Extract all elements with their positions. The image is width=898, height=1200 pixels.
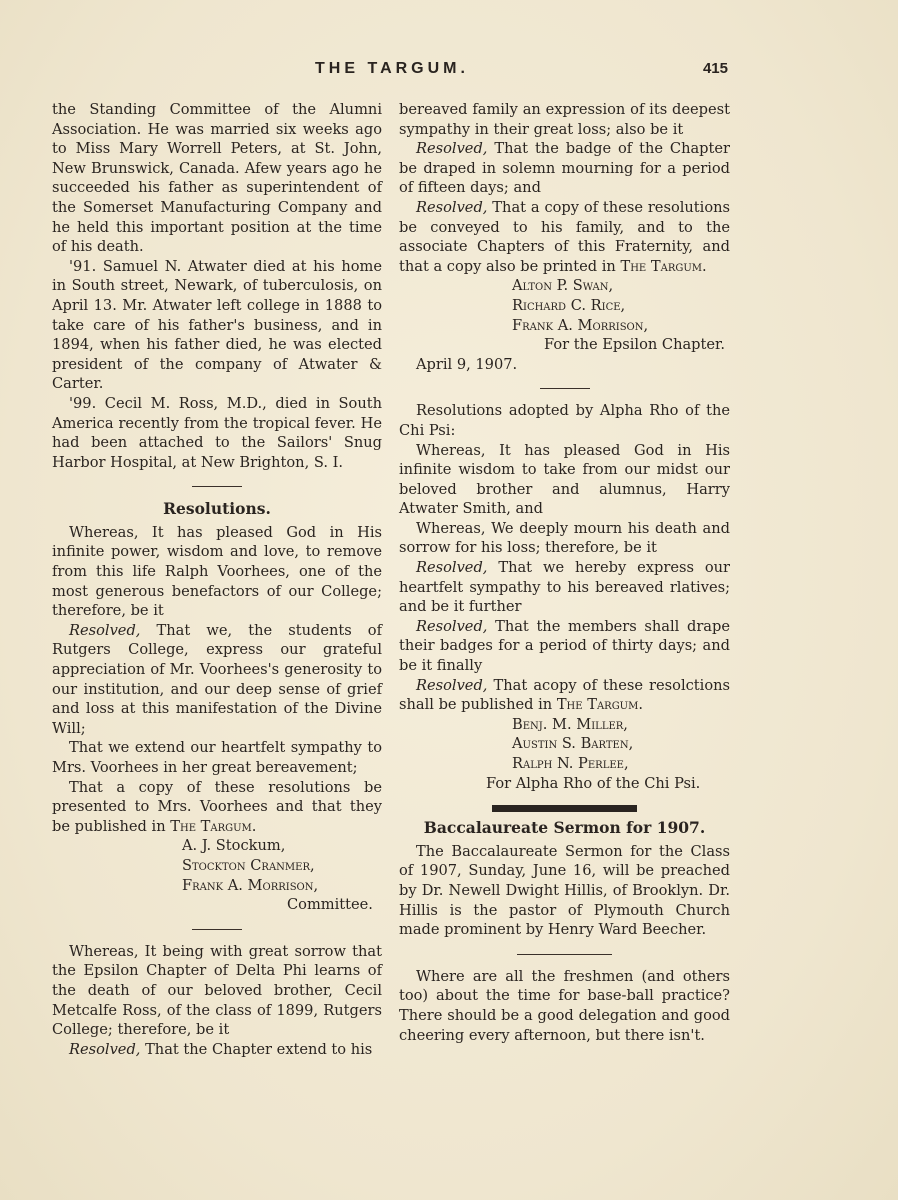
signature: Ralph N. Perlee, — [512, 755, 629, 772]
left-column — [52, 100, 382, 1059]
resolved-lead: Resolved, — [416, 140, 488, 158]
resolved-text: That a copy of these resolutions be conveyed to his family, and to the associate Chapters of this Fraternity, and that a copy also be printed in — [399, 198, 730, 275]
epsilon-continuation: bereaved family an expression of its deepest sympathy in their great loss; also be it — [399, 101, 730, 138]
alpha-rho-whereas: Whereas, It has pleased God in His infinite wisdom to take from our midst our beloved brother and alumnus, Harry Atwater Smith, and — [399, 441, 730, 518]
resolutions-heading: Resolutions. — [163, 499, 271, 519]
resolution-whereas: Whereas, It has pleased God in His infinite power, wisdom and love, to remove from this life Ralph Voorhees, one of the most generous benefactors of our College; therefore, be it — [52, 523, 382, 620]
freshmen-note: Where are all the freshmen (and others too) about the time for base-ball practice? There should be a good delegation and good cheering every afternoon, but there isn't. — [399, 967, 730, 1044]
obit-ross: '99. Cecil M. Ross, M.D., died in South America recently from the tropical fever. He had been attached to the Sailors' Snug Harbor Hospital, at New Brighton, S. I. — [52, 394, 382, 471]
signature: Frank A. Morrison, — [182, 876, 319, 894]
epsilon-whereas: Whereas, It being with great sorrow that the Epsilon Chapter of Delta Phi learns of the death of our beloved brother, Cecil Metcalfe Ross, of the class of 1899, Rutgers College; therefore, be it — [52, 942, 382, 1039]
publication-name: The Targum. — [170, 817, 257, 835]
baccalaureate-text: The Baccalaureate Sermon for the Class of 1907, Sunday, June 16, will be preached by Dr. Newell Dwight Hillis, of Brooklyn. Dr. Hillis is the pastor of Plymouth Church made prominent by Henry Ward Beecher. — [399, 842, 730, 939]
resolved-lead: Resolved, — [416, 559, 488, 577]
signature-committee: Committee. — [287, 896, 373, 914]
alpha-rho-resolved-publish — [399, 676, 730, 715]
resolved-lead: Resolved, — [416, 198, 488, 216]
heavy-rule — [492, 805, 637, 812]
baccalaureate-heading: Baccalaureate Sermon for 1907. — [423, 818, 706, 838]
resolved-text: That the badge of the Chapter be draped in solemn mourning for a period of fifteen days; and — [399, 140, 730, 197]
resolved-text: That the members shall drape their badges for a period of thirty days; and be it finally — [399, 617, 730, 675]
resolution-sympathy: That we extend our heartfelt sympathy to Mrs. Voorhees in her great bereavement; — [52, 739, 382, 776]
resolution-date: April 9, 1907. — [416, 355, 518, 373]
resolution-copy — [52, 778, 382, 837]
resolved-lead: Resolved, — [416, 676, 488, 694]
signature-alpha-rho: For Alpha Rho of the Chi Psi. — [486, 774, 701, 792]
alpha-rho-resolved-sympathy — [399, 558, 730, 617]
signature: Alton P. Swan, — [512, 277, 614, 295]
signature: Benj. M. Miller, — [512, 715, 628, 733]
signature: Stockton Cranmer, — [182, 856, 315, 874]
publication-name: The Targum. — [620, 257, 707, 275]
page-number: 415 — [702, 60, 728, 77]
right-column — [399, 100, 730, 1045]
signature: A. J. Stockum, — [182, 837, 286, 855]
running-head: THE TARGUM. — [315, 60, 469, 77]
section-rule — [192, 486, 242, 487]
resolved-text: That we hereby express our heartfelt sympathy to his bereaved rlatives; and be it further — [399, 559, 730, 616]
section-rule — [517, 954, 612, 955]
resolved-lead: Resolved, — [69, 1040, 141, 1058]
obit-continuation: the Standing Committee of the Alumni Association. He was married six weeks ago to Miss Mary Worrell Peters, at St. John, New Brunswick, Canada. Afew years ago he succeeded his father as superintendent of the Somerset Manufacturing Company and he held this important position at the time of his death. — [52, 101, 382, 256]
section-rule — [192, 929, 242, 930]
resolved-lead: Resolved, — [416, 617, 488, 635]
copy-text: That a copy of these resolutions be presented to Mrs. Voorhees and that they be published in — [52, 778, 382, 835]
alpha-rho-resolved-badges — [399, 617, 730, 676]
resolved-text: That acopy of these resolctions shall be published in — [399, 676, 730, 714]
resolved-text: That the Chapter extend to his — [140, 1040, 373, 1058]
resolved-lead: Resolved, — [69, 621, 141, 639]
alpha-rho-intro: Resolutions adopted by Alpha Rho of the Chi Psi: — [399, 402, 730, 439]
section-rule — [540, 388, 590, 389]
signature: Austin S. Barten, — [512, 735, 634, 753]
resolved-text: That we, the students of Rutgers College, express our grateful appreciation of Mr. Voorhees's generosity to our institution, and our deep sense of grief and loss at this manifestation of the Divine Will; — [52, 621, 382, 737]
resolution-resolved — [52, 621, 382, 739]
signature: Richard C. Rice, — [512, 296, 626, 314]
obit-atwater: '91. Samuel N. Atwater died at his home in South street, Newark, of tuberculosis, on April 13. Mr. Atwater left college in 1888 to take care of his father's business, and in 1894, when his father died, he was elected president of the company of Atwater & Carter. — [52, 257, 382, 393]
alpha-rho-whereas-mourn: Whereas, We deeply mourn his death and sorrow for his loss; therefore, be it — [399, 519, 730, 557]
epsilon-resolved — [52, 1040, 382, 1060]
epsilon-copy — [399, 198, 730, 276]
publication-name: The Targum. — [556, 696, 643, 714]
signature: Frank A. Morrison, — [512, 316, 649, 334]
epsilon-badge — [399, 139, 730, 198]
signature-chapter: For the Epsilon Chapter. — [544, 336, 726, 354]
